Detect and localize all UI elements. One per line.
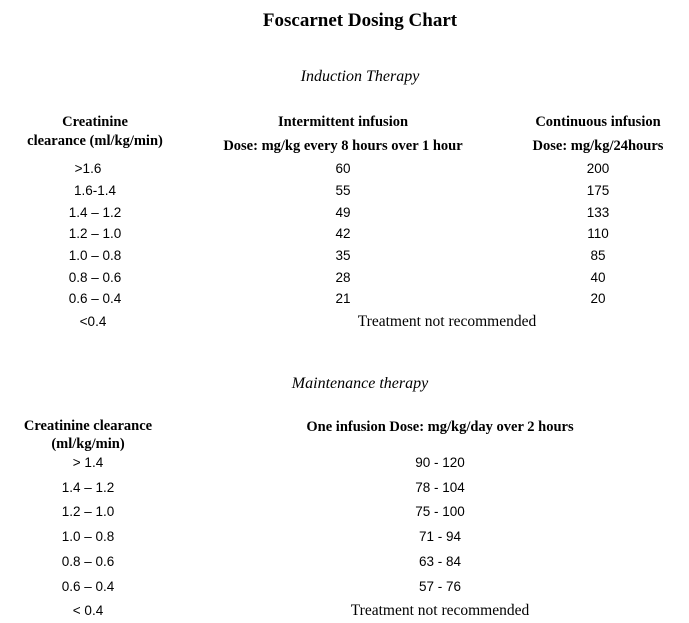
- table-cell-dose: 78 - 104: [415, 480, 465, 495]
- table-cell-continuous: 200: [586, 161, 610, 176]
- table-cell-clearance: 1.4 – 1.2: [61, 480, 115, 495]
- table-cell-continuous: 175: [586, 183, 610, 198]
- maintenance-heading: Maintenance therapy: [291, 375, 429, 392]
- table-cell-clearance: 1.2 – 1.0: [61, 504, 115, 519]
- induction-col-continuous-header-line1: Continuous infusion: [535, 114, 661, 130]
- table-cell-intermittent: 35: [335, 248, 351, 263]
- table-cell-clearance: 0.6 – 0.4: [68, 291, 122, 306]
- table-cell-intermittent: 28: [335, 270, 351, 285]
- table-cell-intermittent: 21: [335, 291, 351, 306]
- table-cell-clearance: 1.4 – 1.2: [68, 205, 122, 220]
- maintenance-col-clearance-header-line1: Creatinine clearance: [23, 418, 153, 434]
- induction-col-continuous-header-line2: Dose: mg/kg/24hours: [532, 138, 664, 154]
- induction-col-clearance-header-line1: Creatinine: [62, 114, 128, 130]
- table-cell-clearance: 1.2 – 1.0: [68, 226, 122, 241]
- induction-col-intermittent-header-line2: Dose: mg/kg every 8 hours over 1 hour: [223, 138, 463, 154]
- page-title: Foscarnet Dosing Chart: [262, 10, 458, 31]
- maintenance-col-dose-header: One infusion Dose: mg/kg/day over 2 hours: [306, 419, 574, 435]
- table-cell-clearance: 1.6-1.4: [73, 183, 117, 198]
- table-cell-clearance: 0.6 – 0.4: [61, 579, 115, 594]
- table-cell-dose: 63 - 84: [418, 554, 462, 569]
- induction-col-clearance-header-line2: clearance (ml/kg/min): [27, 133, 163, 149]
- table-cell-intermittent: 60: [335, 161, 351, 176]
- table-cell-intermittent: 42: [335, 226, 351, 241]
- table-cell-intermittent: 55: [335, 183, 351, 198]
- table-cell-clearance: < 0.4: [72, 603, 104, 618]
- table-cell-clearance: 0.8 – 0.6: [61, 554, 115, 569]
- table-cell-continuous: 20: [590, 291, 606, 306]
- table-cell-continuous: 40: [590, 270, 606, 285]
- table-cell-continuous: 133: [586, 205, 610, 220]
- table-cell-continuous: 85: [590, 248, 606, 263]
- table-cell-clearance: 1.0 – 0.8: [68, 248, 122, 263]
- table-cell-dose: 75 - 100: [415, 504, 465, 519]
- table-cell-continuous: 110: [587, 226, 609, 241]
- induction-col-intermittent-header-line1: Intermittent infusion: [277, 114, 409, 130]
- table-cell-dose: 71 - 94: [418, 529, 462, 544]
- table-cell-clearance: 1.0 – 0.8: [61, 529, 115, 544]
- table-cell-clearance: > 1.4: [72, 455, 104, 470]
- table-cell-clearance: 0.8 – 0.6: [68, 270, 122, 285]
- table-cell-intermittent: 49: [335, 205, 351, 220]
- table-cell-clearance: <0.4: [79, 314, 107, 329]
- table-cell-clearance: >1.6: [74, 161, 102, 176]
- induction-heading: Induction Therapy: [300, 68, 420, 85]
- treatment-not-recommended-note: Treatment not recommended: [350, 602, 530, 619]
- table-cell-dose: 90 - 120: [415, 455, 465, 470]
- maintenance-col-clearance-header-line2: (ml/kg/min): [51, 436, 125, 452]
- treatment-not-recommended-note: Treatment not recommended: [357, 313, 537, 330]
- table-cell-dose: 57 - 76: [418, 579, 462, 594]
